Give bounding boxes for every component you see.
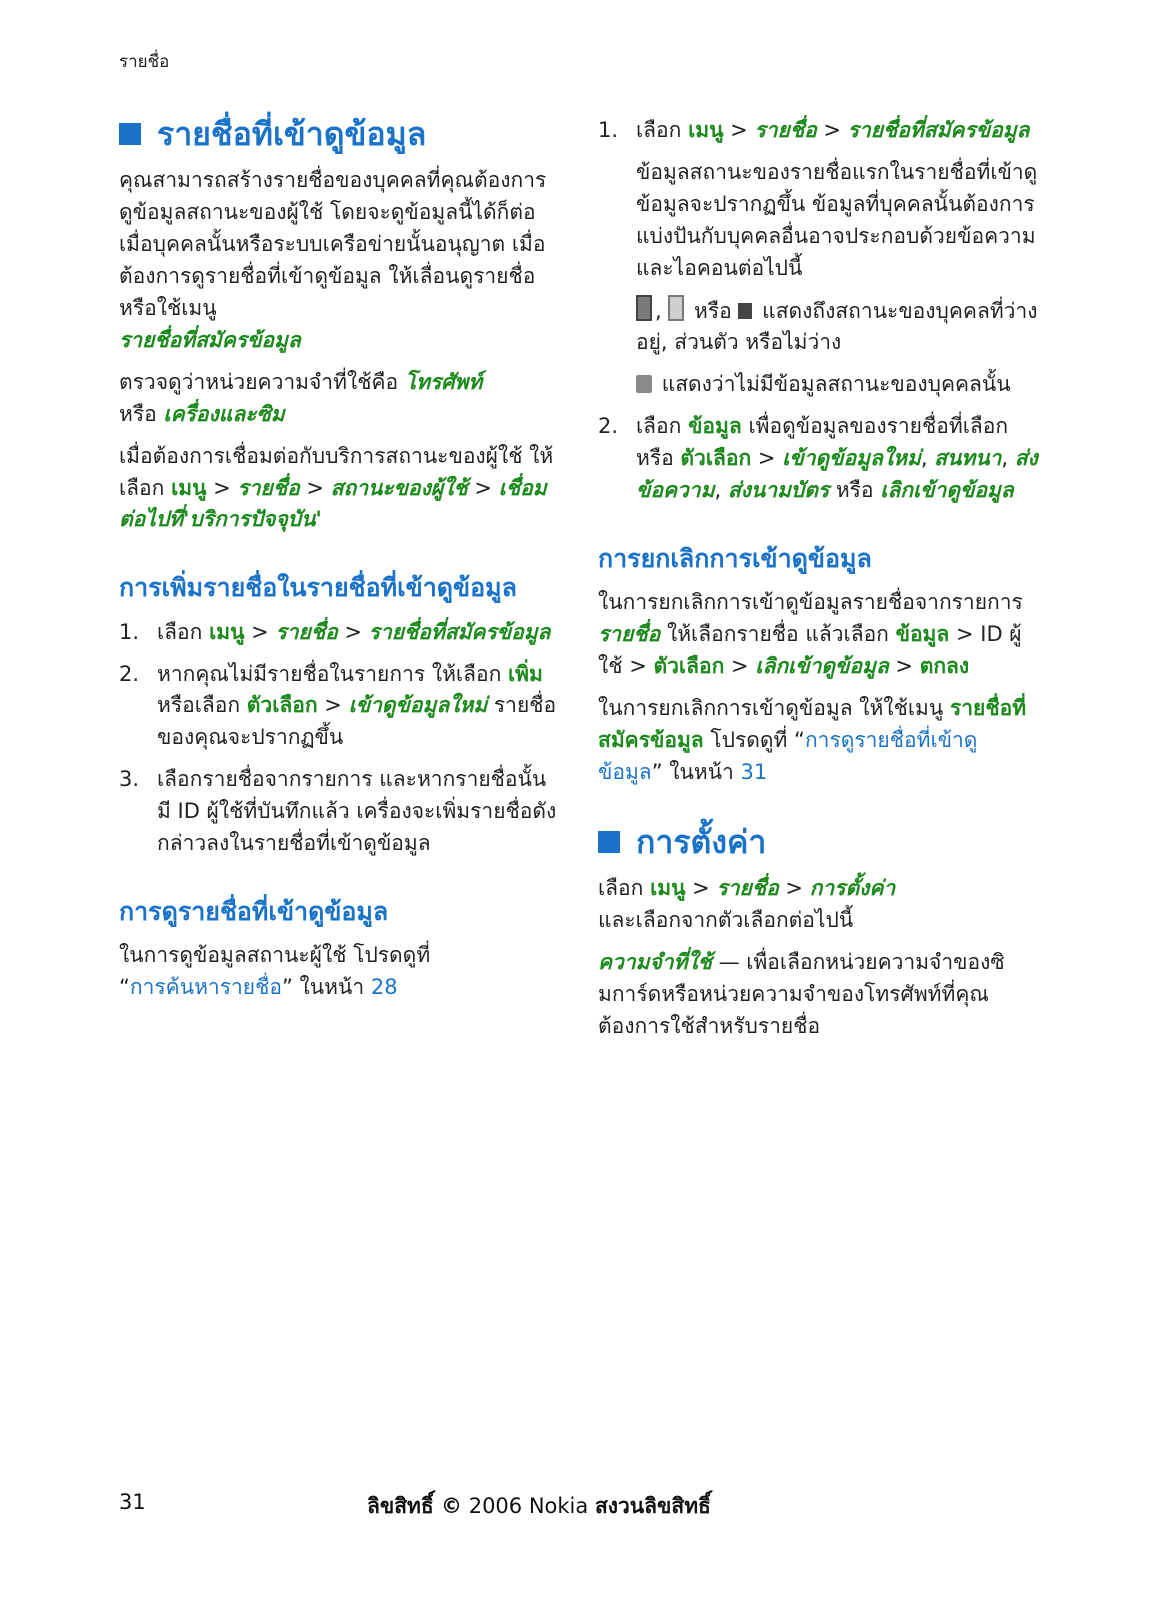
square-bullet-icon <box>598 831 620 853</box>
list-item: 1. เลือก เมนู > รายชื่อ > รายชื่อที่สมัครข้อมูล <box>119 619 551 644</box>
phone-sim-option: เครื่องและซิม <box>163 401 285 426</box>
search-contacts-link[interactable]: การค้นหารายชื่อ <box>129 975 282 1000</box>
page-link[interactable]: 31 <box>740 759 768 784</box>
page-number: 31 <box>119 1490 146 1514</box>
subscribed-steps-list <box>598 115 1038 147</box>
subscribed-menu-link[interactable]: รายชื่อที่สมัครข้อมูล <box>598 695 1027 752</box>
left-column <box>119 115 559 1014</box>
view-contacts-link[interactable]: การดูรายชื่อที่เข้าดูข้อมูล <box>598 727 978 784</box>
section-heading: รายชื่อที่เข้าดูข้อมูล <box>119 115 559 153</box>
copyright: ลิขสิทธิ์ © 2006 Nokia สงวนลิขสิทธิ์ <box>367 1494 711 1518</box>
settings-heading: การตั้งค่า <box>598 823 1038 861</box>
add-steps-list <box>119 617 559 860</box>
cancel-menu-paragraph: ในการยกเลิกการเข้าดูข้อมูล ให้ใช้เมนู รายชื่อที่สมัครข้อมูล โปรดดูที่ “การดูรายชื่อที่เข้าดูข้อมูล” ในหน้า 31 <box>598 695 1027 784</box>
subheading-cancel: การยกเลิกการเข้าดูข้อมูล <box>598 543 872 573</box>
no-status-line: แสดงว่าไม่มีข้อมูลสถานะของบุคคลนั้น <box>636 369 1038 401</box>
unavailable-icon <box>636 375 652 393</box>
info-steps-list <box>598 411 1038 507</box>
available-icon <box>636 295 652 321</box>
intro-paragraph: คุณสามารถสร้างรายชื่อของบุคคลที่คุณต้องการดูข้อมูลสถานะของผู้ใช้ โดยจะดูข้อมูลนี้ได้ก็ต่อเมื่อบุคคลนั้นหรือระบบเครือข่ายนั้นอนุญาต เมื่อต้องการดูรายชื่อที่เข้าดูข้อมูล ให้เลื่อนดูรายชื่อหรือใช้เมนู รายชื่อที่สมัครข้อมูล <box>119 168 547 352</box>
list-item: 1. เลือก เมนู > รายชื่อ > รายชื่อที่สมัครข้อมูล <box>598 118 1030 142</box>
list-item: 3. เลือกรายชื่อจากรายการ และหากรายชื่อนั้นมี ID ผู้ใช้ที่บันทึกแล้ว เครื่องจะเพิ่มรายชื่อดังกล่าวลงในรายชื่อที่เข้าดูข้อมูล <box>119 767 557 856</box>
status-info-text: ข้อมูลสถานะของรายชื่อแรกในรายชื่อที่เข้าดูข้อมูลจะปรากฏขึ้น ข้อมูลที่บุคคลนั้นต้องการแบ่งปันกับบุคคลอื่นอาจประกอบด้วยข้อความและไอคอนต่อไปนี้ <box>636 159 1038 280</box>
square-bullet-icon <box>119 123 141 145</box>
running-header: รายชื่อ <box>119 52 170 72</box>
subheading-view: การดูรายชื่อที่เข้าดูข้อมูล <box>119 896 389 926</box>
status-icons-line: , หรือ แสดงถึงสถานะของบุคคลที่ว่างอยู่, ส่วนตัว หรือไม่ว่าง <box>636 295 1038 360</box>
discreet-icon <box>668 295 684 321</box>
subscribed-link[interactable]: รายชื่อที่สมัครข้อมูล <box>119 327 301 352</box>
settings-paragraph: เลือก เมนู > รายชื่อ > การตั้งค่า และเลือกจากตัวเลือกต่อไปนี้ <box>598 876 896 932</box>
subheading-add: การเพิ่มรายชื่อในรายชื่อที่เข้าดูข้อมูล <box>119 573 517 603</box>
cancel-paragraph: ในการยกเลิกการเข้าดูข้อมูลรายชื่อจากรายการ รายชื่อ ให้เลือกรายชื่อ แล้วเลือก ข้อมูล > ID ผู้ใช้ > ตัวเลือก > เลิกเข้าดูข้อมูล > ตกลง <box>598 590 1023 679</box>
memory-paragraph: ตรวจดูว่าหน่วยความจำที่ใช้คือ โทรศัพท์ หรือ เครื่องและซิม <box>119 369 483 426</box>
list-item: 2. เลือก ข้อมูล เพื่อดูข้อมูลของรายชื่อที่เลือก หรือ ตัวเลือก > เข้าดูข้อมูลใหม่, สนทนา, ส่งข้อความ, ส่งนามบัตร หรือ เลิกเข้าดูข้อมูล <box>598 414 1038 503</box>
page-link[interactable]: 28 <box>370 975 398 1000</box>
view-paragraph: ในการดูข้อมูลสถานะผู้ใช้ โปรดดูที่ “การค้นหารายชื่อ” ในหน้า 28 <box>119 943 431 1000</box>
list-item: 2. หากคุณไม่มีรายชื่อในรายการ ให้เลือก เพิ่ม หรือเลือก ตัวเลือก > เข้าดูข้อมูลใหม่ รายชื่อของคุณจะปรากฏขึ้น <box>119 661 557 750</box>
busy-icon <box>738 303 752 319</box>
phone-option: โทรศัพท์ <box>404 369 483 394</box>
right-column <box>598 115 1038 1053</box>
memory-setting-paragraph: ความจำที่ใช้ — เพื่อเลือกหน่วยความจำของซิมการ์ดหรือหน่วยความจำของโทรศัพท์ที่คุณต้องการใช้สำหรับรายชื่อ <box>598 949 1005 1038</box>
connect-paragraph: เมื่อต้องการเชื่อมต่อกับบริการสถานะของผู้ใช้ ให้เลือก เมนู > รายชื่อ > สถานะของผู้ใช้ > เชื่อมต่อไปที่'บริการปัจจุบัน' <box>119 443 554 532</box>
